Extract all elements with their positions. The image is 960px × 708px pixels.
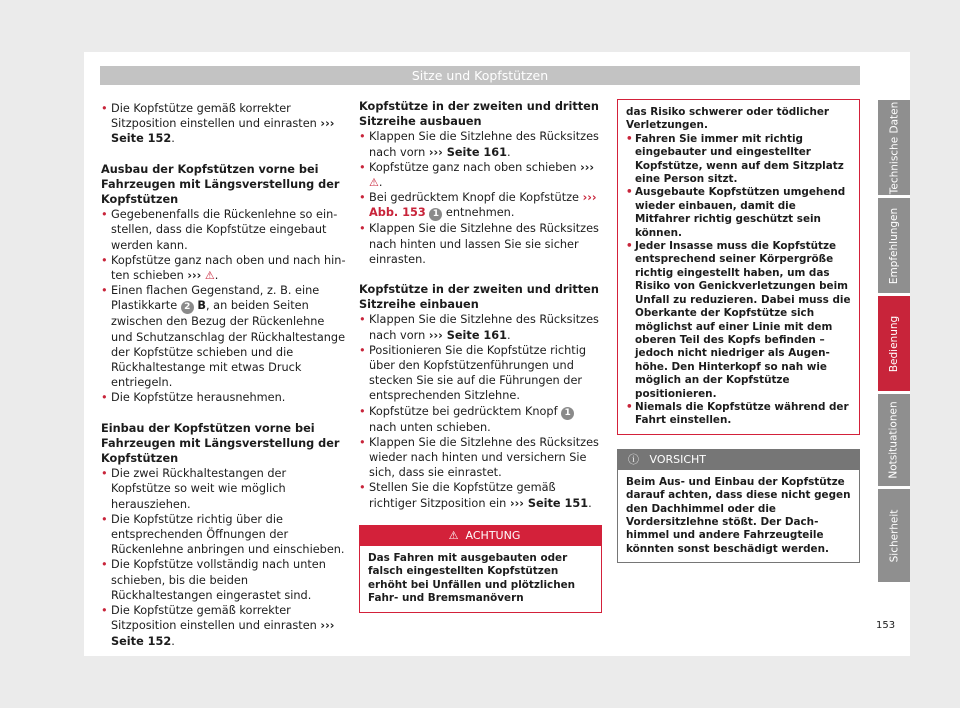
bullet-item: • Jeder Insasse muss die Kopfstütze entsprechend seiner Körpergröße richtig eingestellt haben, um das Risiko von Genickverletzungen beim Unfall zu reduzieren. Dabei muss die Oberkante der Kopfstütze sich möglichst auf einer Linie mit dem oberen Teil des Kopfs befinden – jedoch nicht niedriger als Augenhöhe. Den Hinterkopf so nah wie möglich an der Kopfstütze positionieren. xyxy=(626,240,851,401)
bullet-item: • Ausgebaute Kopfstützen umgehend wieder einbauen, damit die Mitfahrer richtig geschützt sein können. xyxy=(626,186,851,240)
warning-text: Das Fahren mit ausgebauten oder falsch eingestellten Kopfstützen erhöht bei Unfällen und plötzlichen Fahr- und Bremsmanövern xyxy=(368,551,576,605)
bullet-item: • Klappen Sie die Sitzlehne des Rücksitzes nach vorn ››› Seite 161. xyxy=(359,129,602,159)
page-reference[interactable]: ››› Seite 152 xyxy=(111,619,335,648)
figure-reference[interactable]: ››› Abb. 153 xyxy=(369,191,597,220)
column-1 xyxy=(101,101,346,649)
bullet-item: • Die zwei Rückhaltestangen der Kopfstütze so weit wie möglich herausziehen. xyxy=(101,466,346,512)
caution-text: Beim Aus- und Einbau der Kopfstütze darauf achten, dass diese nicht gegen den Dachhimmel oder die Vordersitzlehne stößt. Der Dachhimmel und andere Fahrzeugteile könnten sonst beschädigt werden. xyxy=(626,475,851,555)
bullet-item: • Kopfstütze ganz nach oben und nach hinten schieben ››› ⚠. xyxy=(101,253,346,283)
tab-notsituationen[interactable]: Notsituationen xyxy=(878,394,910,486)
tab-empfehlungen[interactable]: Empfehlungen xyxy=(878,198,910,293)
caution-header: ⓘ VORSICHT xyxy=(618,450,859,470)
warning-header: ⚠ ACHTUNG xyxy=(360,526,601,546)
warning-triangle-icon: ⚠ xyxy=(369,176,379,190)
section-heading: Kopfstütze in der zweiten und dritten Sitzreihe ausbauen xyxy=(359,100,599,129)
column-3 xyxy=(617,99,860,563)
section-heading: Einbau der Kopfstützen vorne bei Fahrzeugen mit Längsverstellung der Kopfstützen xyxy=(101,421,340,466)
bullet-item: • Einen flachen Gegenstand, z. B. eine Plastikkarte 2 B, an beiden Seiten zwischen den Bezug der Rückenlehne und Schutzanschlag der Rückhaltestange der Kopfstütze schieben und die Rückhaltestange mit etwas Druck entriegeln. xyxy=(101,283,346,390)
page-reference[interactable]: ››› Seite 161 xyxy=(428,145,507,159)
page-reference[interactable]: ››› Seite 151 xyxy=(509,496,589,510)
section-heading: Ausbau der Kopfstützen vorne bei Fahrzeugen mit Längsverstellung der Kopfstützen xyxy=(101,162,340,207)
warning-box xyxy=(359,525,602,613)
warning-paragraph: das Risiko schwerer oder tödlicher Verletzungen. xyxy=(626,106,830,132)
bullet-item: • Klappen Sie die Sitzlehne des Rücksitzes nach hinten und lassen Sie sie sicher einrasten. xyxy=(359,221,602,267)
bullet-item: • Positionieren Sie die Kopfstütze richtig über den Kopfstützenführungen und stecken Sie sie auf die Führungen der entsprechenden Sitzlehne. xyxy=(359,343,602,404)
bullet-item: • Bei gedrücktem Knopf die Kopfstütze ››› Abb. 153 1 entnehmen. xyxy=(359,190,602,221)
tab-bedienung[interactable]: Bedienung xyxy=(878,296,910,391)
bullet-item: • Die Kopfstütze herausnehmen. xyxy=(101,390,346,405)
arrow-reference[interactable]: ››› xyxy=(187,269,202,283)
tab-technische-daten[interactable]: Technische Daten xyxy=(878,100,910,195)
bullet-item: • Fahren Sie immer mit richtig eingebauter und eingestellter Kopfstütze, wenn auf dem Sitzplatz eine Person sitzt. xyxy=(626,133,851,187)
info-circle-icon: ⓘ xyxy=(628,452,639,466)
callout-number: 1 xyxy=(429,208,442,221)
bullet-item: • Klappen Sie die Sitzlehne des Rücksitzes nach vorn ››› Seite 161. xyxy=(359,312,602,342)
caution-box xyxy=(617,449,860,563)
section-heading: Kopfstütze in der zweiten und dritten Sitzreihe einbauen xyxy=(359,283,599,312)
warning-triangle-icon: ⚠ xyxy=(204,269,215,283)
page-reference[interactable]: ››› Seite 161 xyxy=(428,328,507,342)
page-reference[interactable]: ››› Seite 152 xyxy=(111,117,335,146)
callout-number: 1 xyxy=(561,407,574,420)
bullet-item: • Kopfstütze bei gedrücktem Knopf 1 nach unten schieben. xyxy=(359,404,602,435)
column-2 xyxy=(359,99,602,613)
warning-box-continued xyxy=(617,99,860,435)
bullet-item: • Die Kopfstütze gemäß korrekter Sitzposition einstellen und einrasten ››› Seite 152. xyxy=(101,603,346,649)
bullet-item: • Kopfstütze ganz nach oben schieben ››› ⚠. xyxy=(359,160,602,190)
bullet-item: • Die Kopfstütze vollständig nach unten schieben, bis die beiden Rückhaltestangen eingerastet sind. xyxy=(101,557,346,603)
bullet-item: • Die Kopfstütze gemäß korrekter Sitzposition einstellen und einrasten ››› Seite 152. xyxy=(101,101,346,147)
page-number: 153 xyxy=(876,620,896,631)
page-header: Sitze und Kopfstützen xyxy=(100,66,860,85)
bullet-item: • Die Kopfstütze richtig über die entsprechenden Öffnungen der Rückenlehne anbringen und einschieben. xyxy=(101,512,346,558)
bullet-item: • Gegebenenfalls die Rückenlehne so einstellen, dass die Kopfstütze eingebaut werden kann. xyxy=(101,207,346,253)
bullet-item: • Klappen Sie die Sitzlehne des Rücksitzes wieder nach hinten und versichern Sie sich, dass sie einrastet. xyxy=(359,435,602,481)
bullet-item: • Stellen Sie die Kopfstütze gemäß richtiger Sitzposition ein ››› Seite 151. xyxy=(359,480,602,510)
bullet-item: • Niemals die Kopfstütze während der Fahrt einstellen. xyxy=(626,401,851,428)
callout-number: 2 xyxy=(181,301,194,314)
arrow-reference[interactable]: ››› xyxy=(580,160,595,174)
warning-triangle-icon: ⚠ xyxy=(448,528,459,542)
tab-sicherheit[interactable]: Sicherheit xyxy=(878,489,910,582)
